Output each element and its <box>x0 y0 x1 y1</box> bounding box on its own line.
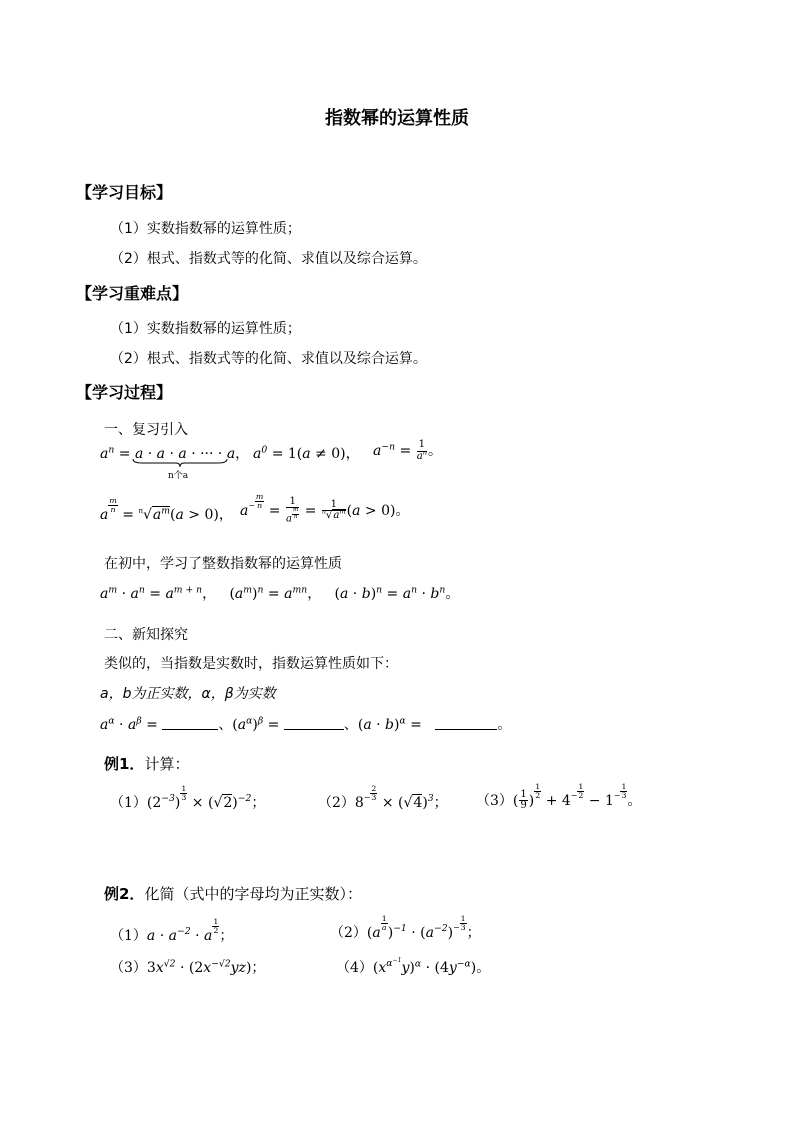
new-knowledge-heading: 二、新知探究 <box>104 627 188 643</box>
brace-label: n个a <box>168 471 189 481</box>
section-heading-difficulties: 【学习重难点】 <box>76 284 189 303</box>
section-heading-process: 【学习过程】 <box>76 383 173 402</box>
goal-item: （2）根式、指数式等的化简、求值以及综合运算。 <box>110 251 427 267</box>
example1-part2: （2）8 − $\frac{2}{3}$ × $(√4)^3$； <box>318 784 448 811</box>
section-heading-goals: 【学习目标】 <box>76 183 173 202</box>
formula-fractional-power: a $\frac{m}{n}$ = $^n√a^m(a > 0)$， <box>100 496 233 523</box>
formula-integer-rules: $a^m \cdot a^n = a^{m + n}$， $(a^m)^n = a^{mn}$， $(a \cdot b)^n = a^n \cdot b^n$。 <box>100 584 460 602</box>
page-title: 指数幂的运算性质 <box>325 108 469 129</box>
example2-part1: $(1)a \cdot a^{-2} \cdot a$ $\frac{1}{2}$ ； <box>110 917 234 944</box>
formula-real-rules-blanks: $a^\alpha \cdot a^\beta$ = 、$(a^\alpha)^\beta$ = 、$(a \cdot b)^\alpha$ = 。 <box>100 715 512 733</box>
example2-part2: （2）(a $\frac{1}{a}$ )$^{-1} \cdot (a^{-2})$ − $\frac{1}{3}$ ； <box>330 914 481 941</box>
formula-negative-power: $a^{-n}$ = $\frac{1}{a^n}$ 。 <box>373 439 442 462</box>
underbrace <box>132 458 228 468</box>
analog-text: 类似的，当指数是实数时，指数运算性质如下： <box>104 656 398 672</box>
example2-part4: $(4)(x^{\alpha^{-1}}y)^\alpha \cdot (4y^{-\alpha})$。 <box>336 957 491 976</box>
blank-3[interactable] <box>435 717 497 730</box>
integer-intro-text: 在初中，学习了整数指数幂的运算性质 <box>104 556 342 572</box>
blank-2[interactable] <box>284 717 344 730</box>
goal-item: （1）实数指数幂的运算性质； <box>110 221 301 237</box>
difficulty-item: （2）根式、指数式等的化简、求值以及综合运算。 <box>110 351 427 367</box>
formula-negative-fractional-power: a − $\frac{m}{n}$ = 1 a $\frac{m}{n}$ = $\frac{1}{^n√a^m}$ (a > 0)。 <box>240 492 410 525</box>
example2-label: 例2．化简（式中的字母均为正实数）： <box>104 885 362 903</box>
blank-1[interactable] <box>162 717 218 730</box>
formula-power-definition: $a^n = a \cdot a \cdot a$ · ··· · a， <box>100 444 250 462</box>
review-heading: 一、复习引入 <box>104 422 188 438</box>
formula-zero-power: $a^0 = 1(a \ne 0)$， <box>253 444 360 462</box>
example1-part1: $(1)(2^{-3})$ $\frac{1}{3}$ × $(√2)^{-2}$； <box>110 784 266 811</box>
difficulty-item: （1）实数指数幂的运算性质； <box>110 321 301 337</box>
condition-text: a，b为正实数，α，β为实数 <box>100 686 276 702</box>
example1-part3: （3）( $\frac{1}{9}$ ) $\frac{1}{2}$ + 4 − $\frac{1}{2}$ − 1 − $\frac{1}{3}$ 。 <box>476 782 642 812</box>
example1-label: 例1．计算： <box>104 755 190 773</box>
example2-part3: $(3)3x^{√2} \cdot (2x^{-√2}yz)$； <box>110 958 266 976</box>
